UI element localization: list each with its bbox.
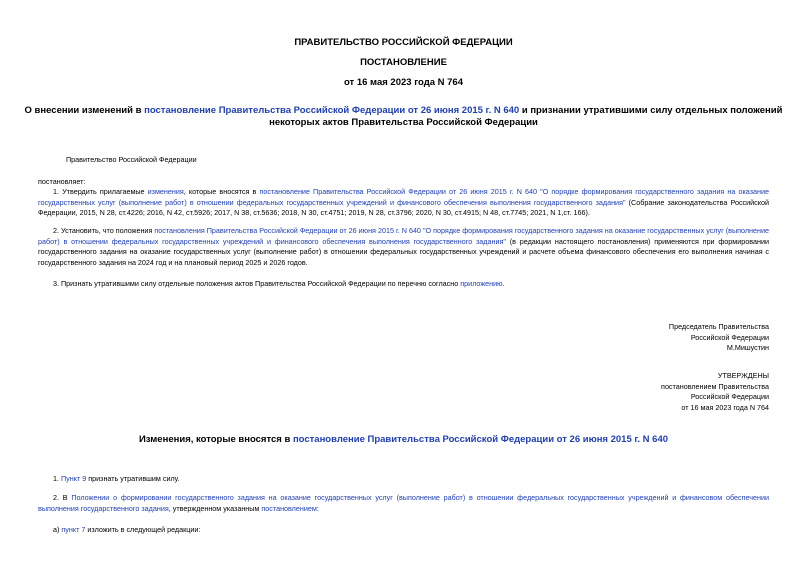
change-item-1 xyxy=(53,474,180,485)
item1-link[interactable]: Пункт 9 xyxy=(61,474,87,483)
p3-text-a: 3. Признать утратившими силу отдельные положения актов Правительства Российской Федерации по перечню согласно xyxy=(53,279,461,288)
changes-heading-prefix: Изменения, которые вносятся в xyxy=(138,434,293,445)
item1-text-a: 1. xyxy=(53,474,61,483)
p1-text-c: (Собрание законодательства Российской Федерации, 2015, N 28, ст.4226; 2016, N 42, ст.5926; 2017, N 38, ст.5636; 2018, N 30, ст.4751; 2019, N 28, ст.3796; 2020, N 30, ст.4915; N 48, ст.7745; 2021, N 1,ст. 166). xyxy=(38,197,769,217)
signature-country: Российской Федерации xyxy=(690,332,769,342)
change-item-3 xyxy=(53,525,200,536)
government-name: ПРАВИТЕЛЬСТВО РОССИЙСКОЙ ФЕДЕРАЦИИ xyxy=(294,37,513,48)
paragraph-3 xyxy=(53,279,505,290)
title-prefix: О внесении изменений в xyxy=(24,105,145,116)
document-title xyxy=(0,105,807,116)
changes-heading xyxy=(0,434,807,445)
document-type: ПОСТАНОВЛЕНИЕ xyxy=(360,57,447,68)
paragraph-2 xyxy=(38,226,769,268)
p2-text-b: (в редакции настоящего постановления) применяются при формировании государственного задания на оказание государственных услуг (выполнение работ) в отношении федеральных государственных учреждений и расчете объема финансового обеспечения его выполнения начиная с государственного задания на 2024 год и на плановый период 2025 и 2026 годов. xyxy=(38,236,769,267)
change-item-2 xyxy=(38,493,769,514)
p1-text-b: , которые вносятся в xyxy=(183,187,260,196)
p2-text-a: 2. Установить, что положения xyxy=(53,226,155,235)
item3-link[interactable]: пункт 7 xyxy=(61,525,86,534)
approved-by: постановлением Правительства xyxy=(661,381,769,391)
signature-position: Председатель Правительства xyxy=(668,322,769,331)
issuer: Правительство Российской Федерации xyxy=(66,155,197,164)
item2-link-regulation[interactable]: Положении о формировании государственного задания на оказание государственных услуг (выполнение работ) в отношении федеральных государственных учреждений и финансовом обеспечении выполнения государственного задания xyxy=(38,493,769,513)
approved-block xyxy=(661,371,769,413)
item2-link-resolution[interactable]: постановлением xyxy=(261,503,317,513)
item3-text-b: изложить в следующей редакции: xyxy=(85,525,201,534)
document-title-line2: некоторых актов Правительства Российской Федерации xyxy=(269,117,538,128)
item3-text-a: а) xyxy=(53,525,62,534)
approved-date: от 16 мая 2023 года N 764 xyxy=(681,402,769,412)
p1-link-changes[interactable]: изменения xyxy=(147,187,184,196)
approved-label: УТВЕРЖДЕНЫ xyxy=(717,371,769,380)
p3-link-appendix[interactable]: приложению xyxy=(460,279,503,288)
p1-link-resolution[interactable]: постановление Правительства Российской Федерации от 26 июня 2015 г. N 640 "О порядке формирования государственного задания на оказание государственных услуг (выполнение работ) в отношении федеральных государственных учреждений и финансового обеспечения выполнения государственного задания" xyxy=(38,187,769,207)
signature-name: М.Мишустин xyxy=(726,343,769,352)
item1-text-b: признать утратившим силу. xyxy=(86,474,180,483)
p1-text-a: 1. Утвердить прилагаемые xyxy=(53,187,148,196)
p3-text-b: . xyxy=(502,279,505,288)
item2-text-c: : xyxy=(316,503,319,513)
p2-link-resolution[interactable]: постановления Правительства Российской Федерации от 26 июня 2015 г. N 640 "О порядке формирования государственного задания на оказание государственных услуг (выполнение работ) в отношении федеральных государственных учреждений и финансового обеспечения выполнения государственного задания" xyxy=(38,226,769,246)
title-suffix: и признании утратившими силу отдельных положений xyxy=(519,105,783,116)
approved-country: Российской Федерации xyxy=(690,392,769,401)
item2-text-b: , утвержденном указанным xyxy=(168,503,262,513)
paragraph-1 xyxy=(38,187,769,219)
decrees-word: постановляет: xyxy=(38,177,86,186)
signature-block xyxy=(669,322,769,354)
item2-text-a: 2. В xyxy=(53,493,72,502)
changes-heading-link[interactable]: постановление Правительства Российской Федерации от 26 июня 2015 г. N 640 xyxy=(292,434,669,445)
title-link[interactable]: постановление Правительства Российской Федерации от 26 июня 2015 г. N 640 xyxy=(144,105,520,116)
document-date-number: от 16 мая 2023 года N 764 xyxy=(343,77,464,88)
